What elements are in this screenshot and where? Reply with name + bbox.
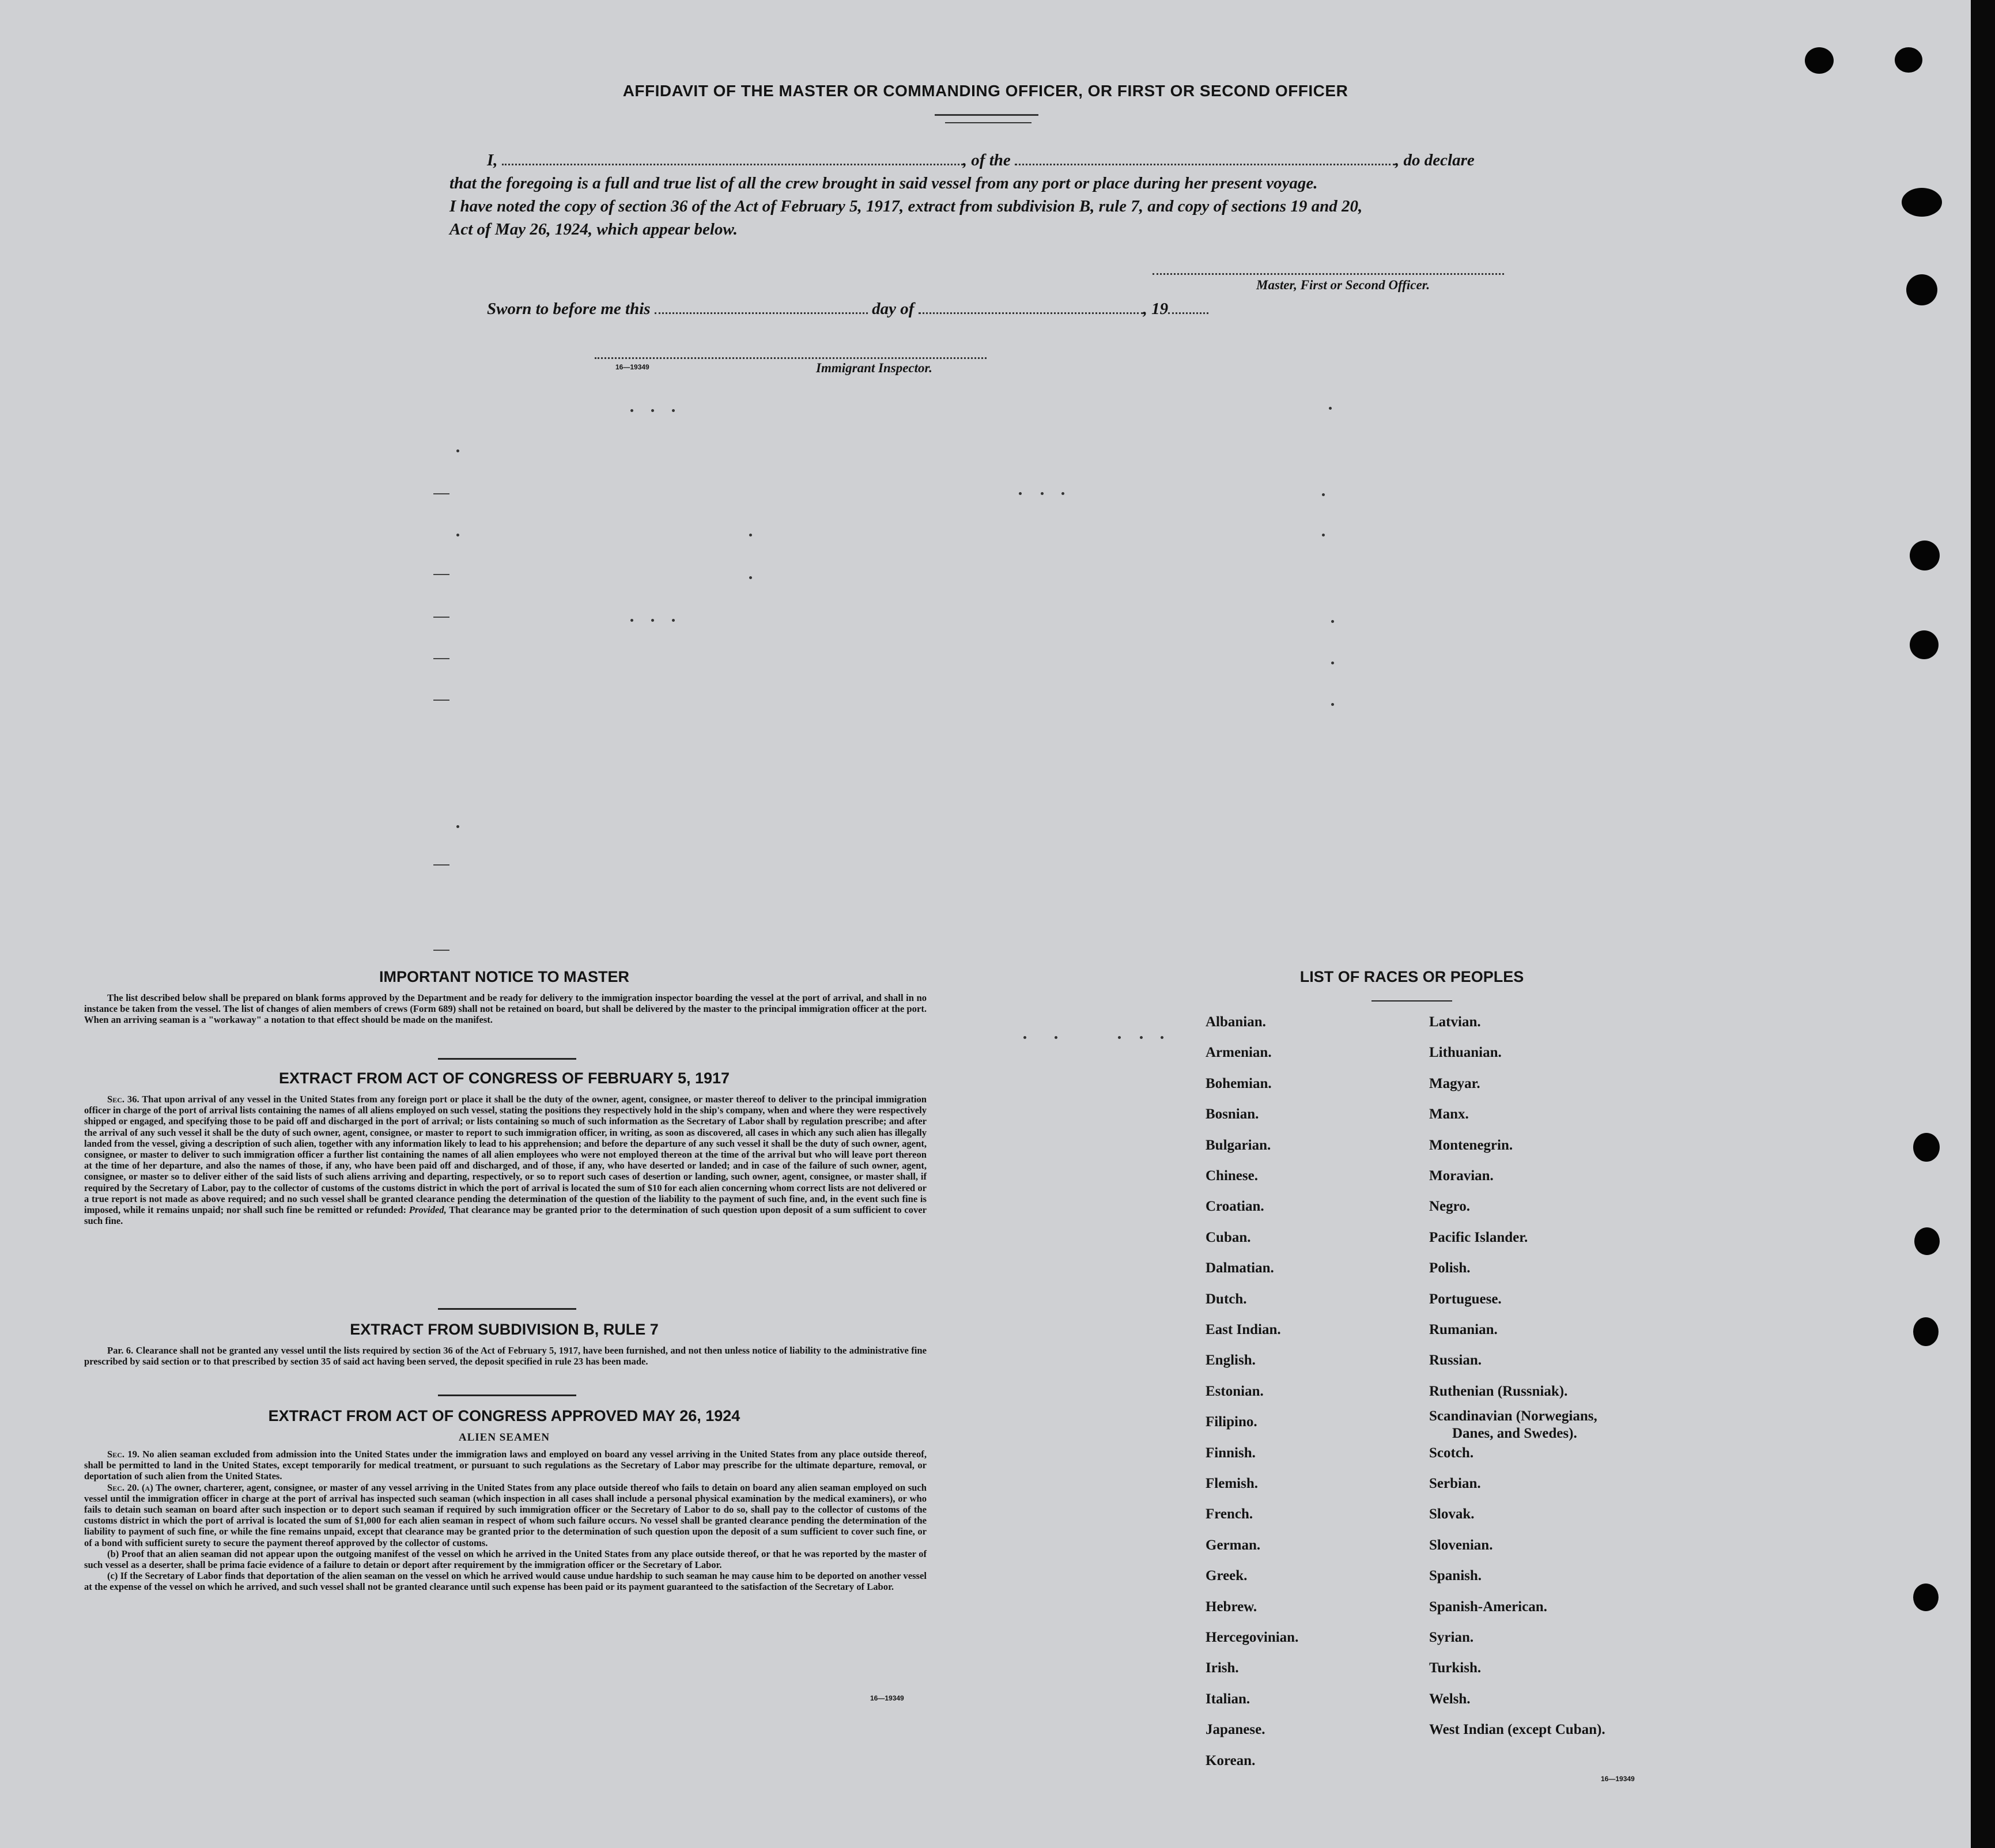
do-declare-label: , do declare [1395,151,1475,169]
extract-rule7-title: EXTRACT FROM SUBDIVISION B, RULE 7 [350,1321,659,1338]
extract-1924-title: EXTRACT FROM ACT OF CONGRESS APPROVED MAY 26, 1924 [268,1407,740,1424]
race-item: Russian. [1429,1352,1482,1369]
year-label: , 19 [1143,300,1169,318]
day-of-label: day of [872,300,915,318]
speck [1118,1036,1121,1039]
extract-form-number: 16—19349 [870,1694,904,1702]
race-item: Hercegovinian. [1206,1630,1299,1645]
extract-rule7-text: Par. 6. Clearance shall not be granted any vessel until the lists required by section 36 of the Act of February 5, 1917, have been furnished, and not then unless notice of liability to the administrative fine prescribed by said section or to that prescribed by section 35 of said act having been served, the deposit specified in rule 23 has been made. [84,1345,927,1367]
race-item: Finnish. [1206,1445,1256,1461]
speck [749,576,752,579]
inspector-signature-line[interactable] [595,357,987,359]
race-item: Negro. [1429,1199,1471,1215]
race-item: Scotch. [1429,1445,1474,1461]
margin-dash [433,658,449,659]
extract-1924-text: Sec. 19. No alien seaman excluded from admission into the United States under the immigration laws and employed on board any vessel arriving in the United States from any place outside thereof, shall be permitted to land in the United States, except temporarily for medical treatment, or pursuant to such regulations as the Secretary of Labor may prescribe for the ultimate departure, removal, or deportation of such alien from the United States. Sec. 20. (a) The owner, charterer, agent, consignee, or master of any vessel arriving in the United States from any place outside thereof who fails to detain on board any alien seaman employed on such vessel until the immigration officer in charge at the port of arrival has inspected such seaman (which inspection in all cases shall include a personal physical examination by the medical examiners), or who fails to detain such seaman on board after such inspection or to deport such seaman if required by such immigration officer or the Secretary of Labor to do so, shall pay to the collector of customs of the customs district in which the port of arrival is located the sum of $1,000 for each alien seaman in respect of whom such failure occurs. No vessel shall be granted clearance pending the determination of the liability to payment of such fine, or while the fine remains unpaid, except that clearance may be granted prior to the determination of such question upon the deposit of a sum sufficient to cover such fine, or of a bond with sufficient surety to secure the payment thereof approved by the collector of customs. (b) Proof that an alien seaman did not appear upon the outgoing manifest of the vessel on which he arrived in the United States from any place outside thereof, or that he was reported by the master of such vessel as a deserter, shall be prima facie evidence of a failure to detain or deport after requirement by the immigration officer or the Secretary of Labor. (c) If the Secretary of Labor finds that deportation of the alien seaman on the vessel on which he arrived would cause undue hardship to such seaman he may cause him to be deported on another vessel at the expense of the vessel on which he arrived, and such vessel shall not be granted clearance until such expense has been paid or its payment guaranteed to the satisfaction of the Secretary of Labor. [84,1449,927,1593]
race-item: Flemish. [1206,1476,1258,1491]
sworn-line [487,300,1208,319]
speck [1019,492,1022,495]
notice-title: IMPORTANT NOTICE TO MASTER [379,968,629,985]
margin-dash [433,950,449,951]
margin-dash [433,864,449,866]
declaration-line-4: Act of May 26, 1924, which appear below. [449,220,738,239]
race-item: German. [1206,1537,1261,1553]
race-item: Welsh. [1429,1691,1471,1707]
punch-hole [1914,1227,1940,1255]
race-item: Greek. [1206,1568,1248,1584]
title-underline [935,114,1038,116]
speck [1140,1036,1143,1039]
sworn-day-blank[interactable] [655,301,868,314]
divider-2 [438,1308,576,1310]
speck [1023,1036,1026,1039]
race-item: Japanese. [1206,1722,1265,1738]
margin-dash [433,574,449,575]
speck [456,534,459,536]
race-item: Italian. [1206,1691,1250,1707]
master-signature-line[interactable] [1153,273,1504,275]
speck [456,449,459,452]
affidavit-title: AFFIDAVIT OF THE MASTER OR COMMANDING OFFICER, OR FIRST OR SECOND OFFICER [622,82,1348,100]
speck [630,409,633,412]
race-item: Montenegrin. [1429,1137,1513,1153]
speck [749,534,752,536]
race-item: Slovenian. [1429,1537,1493,1553]
race-item: Albanian. [1206,1014,1266,1030]
race-item: Syrian. [1429,1630,1474,1645]
declarant-i-label: I, [487,151,498,169]
race-item: Bosnian. [1206,1106,1259,1123]
vessel-name-blank[interactable] [1015,152,1395,165]
punch-hole [1902,188,1942,217]
affidavit-form-number: 16—19349 [615,363,649,371]
race-item: Danes, and Swedes). [1452,1426,1577,1442]
race-item: Moravian. [1429,1168,1494,1184]
races-title: LIST OF RACES OR PEOPLES [1299,968,1524,985]
sworn-prefix: Sworn to before me this [487,300,651,318]
speck [1055,1036,1057,1039]
punch-hole [1913,1584,1939,1611]
speck [1322,493,1325,496]
divider-1 [438,1058,576,1060]
declaration-line-2: that the foregoing is a full and true list of all the crew brought in said vessel from any port or place during her present voyage. [449,174,1318,192]
sworn-year-blank[interactable] [1168,301,1208,314]
race-item: Dutch. [1206,1291,1247,1307]
race-item: Bohemian. [1206,1075,1272,1091]
speck [672,619,675,622]
speck [1161,1036,1163,1039]
race-item: Armenian. [1206,1045,1272,1061]
margin-dash [433,700,449,701]
race-item: Dalmatian. [1206,1260,1274,1276]
race-item: Manx. [1429,1106,1469,1123]
races-form-number: 16—19349 [1601,1775,1635,1783]
speck [456,825,459,828]
punch-hole [1805,47,1834,74]
speck [651,619,654,622]
race-item: Portuguese. [1429,1291,1502,1307]
of-the-label: , of the [962,151,1011,169]
alien-seamen-subtitle: ALIEN SEAMEN [458,1431,550,1443]
race-item: Croatian. [1206,1199,1264,1215]
speck [630,619,633,622]
race-item: French. [1206,1506,1253,1522]
race-item: Rumanian. [1429,1322,1498,1337]
speck [672,409,675,412]
declaration-line-1 [487,151,1475,170]
race-item: Hebrew. [1206,1598,1257,1615]
punch-hole [1913,1133,1940,1162]
margin-dash [433,617,449,618]
race-item: Irish. [1206,1660,1239,1676]
declaration-line-3: I have noted the copy of section 36 of the Act of February 5, 1917, extract from subdivision B, rule 7, and copy of sections 19 and 20, [449,197,1363,216]
punch-hole [1895,47,1922,73]
race-item: East Indian. [1206,1322,1281,1337]
race-item: Serbian. [1429,1476,1481,1491]
race-item: Ruthenian (Russniak). [1429,1383,1568,1399]
punch-hole [1910,630,1939,659]
race-item: Pacific Islander. [1429,1229,1528,1245]
race-item: Turkish. [1429,1660,1482,1676]
notice-text: The list described below shall be prepared on blank forms approved by the Department and be ready for delivery to the immigration inspector boarding the vessel at the port of arrival, and shall in no instance be taken from the vessel. The list of changes of alien members of crews (Form 689) shall not be retained on board, but shall be delivered by the master to the principal immigration officer at the port. When an arriving seaman is a "workaway" a notation to that effect should be made on the manifest. [84,992,927,1026]
punch-hole [1906,274,1937,305]
speck [1331,662,1334,664]
race-item: Slovak. [1429,1506,1475,1522]
race-item: Estonian. [1206,1383,1264,1399]
race-item: Korean. [1206,1752,1256,1768]
race-item: Cuban. [1206,1229,1251,1245]
race-item: Bulgarian. [1206,1137,1271,1153]
declarant-name-blank[interactable] [502,152,963,165]
speck [1329,407,1332,410]
extract-1917-title: EXTRACT FROM ACT OF CONGRESS OF FEBRUARY 5, 1917 [278,1070,730,1087]
race-item: Spanish. [1429,1568,1482,1584]
race-item: Magyar. [1429,1075,1480,1091]
race-item: Filipino. [1206,1414,1257,1430]
punch-hole [1910,541,1940,570]
title-underline-2 [945,122,1031,123]
speck [651,409,654,412]
race-item: Scandinavian (Norwegians, [1429,1408,1597,1424]
race-item: English. [1206,1352,1256,1369]
race-item: Spanish-American. [1429,1598,1547,1615]
race-item: Chinese. [1206,1168,1258,1184]
races-underline [1371,1000,1452,1002]
extract-1917-text: Sec. 36. That upon arrival of any vessel in the United States from any foreign port or place it shall be the duty of the owner, agent, consignee, or master thereof to deliver to the principal immigration officer in charge of the port of arrival lists containing the names of all aliens employed on such vessel, stating the positions they respectively hold in the ship's company, when and where they were respectively shipped or engaged, and specifying those to be paid off and discharged in the port of arrival; or lists containing so much of such information as the Secretary of Labor shall by regulation prescribe; and after the arrival of any such vessel it shall be the duty of such owner, agent, consignee, or master to report to such immigration officer, in writing, as soon as discovered, all cases in which any such alien has illegally landed from the vessel, giving a description of such alien, together with any information likely to lead to his apprehension; and before the departure of any such vessel it shall be the duty of such owner, agent, consignee, or master to deliver to such immigration officer a further list containing the names of all alien employees who were not employed thereon at the time of the arrival but who will leave port thereon at the time of her departure, and also the names of those, if any, who have been paid off and discharged, and of those, if any, who have deserted or landed; and in case of the failure of such owner, agent, consignee, or master so to deliver either of the said lists of such aliens arriving and departing, respectively, or so to report such cases of desertion or landing, such owner, agent, consignee, or master shall, if required by the Secretary of Labor, pay to the collector of customs of the customs district in which the port of arrival is located the sum of $10 for each alien concerning whom correct lists are not delivered or a true report is not made as above required; and no such vessel shall be granted clearance pending the determination of the question of the liability to the payment of such fine, and, in the event such fine is imposed, while it remains unpaid; nor shall such fine be remitted or refunded: Provided, That clearance may be granted prior to the determination of such question upon deposit of a sum sufficient to cover such fine. [84,1094,927,1227]
margin-dash [433,493,449,494]
master-signature-caption: Master, First or Second Officer. [1256,278,1430,292]
speck [1322,534,1325,536]
speck [1331,703,1334,706]
race-item: Polish. [1429,1260,1471,1276]
speck [1331,620,1334,623]
race-item: West Indian (except Cuban). [1429,1722,1605,1738]
race-item: Latvian. [1429,1014,1481,1030]
race-item: Lithuanian. [1429,1045,1502,1061]
punch-hole [1913,1317,1939,1346]
inspector-caption: Immigrant Inspector. [816,361,932,375]
divider-3 [438,1394,576,1396]
sworn-month-blank[interactable] [919,301,1143,314]
speck [1061,492,1064,495]
speck [1041,492,1044,495]
